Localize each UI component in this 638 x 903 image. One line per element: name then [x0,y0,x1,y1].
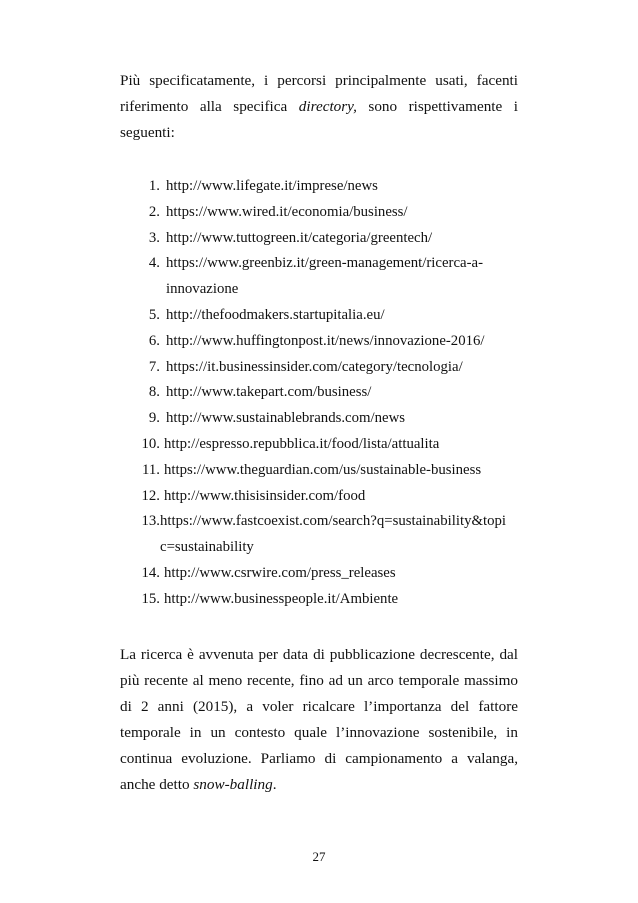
intro-emphasis: directory, [298,98,357,115]
intro-paragraph [120,68,518,146]
source-number: 2. [148,203,160,220]
source-number: 6. [148,332,160,349]
source-list-item [120,251,520,303]
source-number: 5. [148,306,160,323]
source-url: https://www.greenbiz.it/green-management/ricerca-a- innovazione [166,255,484,298]
source-url: http://www.tuttogreen.it/categoria/greentech/ [166,229,433,246]
source-url: http://www.sustainablebrands.com/news [166,410,406,427]
page-number: 27 [312,849,326,864]
outro-emphasis: snow-balling [193,776,273,793]
source-number: 10. [141,435,160,452]
source-number: 8. [148,384,160,401]
source-list-item [120,509,520,561]
source-number: 1. [148,178,160,194]
intro-text-after: sono rispettivamente i seguenti: [120,98,518,141]
source-url: http://www.businesspeople.it/Ambiente [164,590,399,607]
outro-text-before: La ricerca è avvenuta per data di pubblicazione decrescente, dal più recente al meno recente, fino ad un arco temporale massimo di 2 anni (2015), a voler ricalcare l’importanza del fattore temporale in un contesto quale l’innovazione sostenibile, in continua evoluzione. Parliamo di campionamento a valanga, anche detto [120,646,518,793]
source-list-item [120,226,520,252]
source-list-item [120,329,520,355]
source-url: http://thefoodmakers.startupitalia.eu/ [166,306,385,323]
source-url: https://it.businessinsider.com/category/tecnologia/ [166,358,463,375]
source-list-item [120,355,520,381]
source-url: http://www.lifegate.it/imprese/news [166,178,378,194]
source-list-item [120,380,520,406]
source-list [120,174,520,613]
source-url: http://www.huffingtonpost.it/news/innovazione-2016/ [166,332,485,349]
source-list-item [120,406,520,432]
source-number: 7. [148,358,160,375]
source-list-item [120,458,520,484]
source-url: http://www.thisisinsider.com/food [164,487,366,504]
source-list-item [120,484,520,510]
source-list-item [120,432,520,458]
source-url: https://www.wired.it/economia/business/ [166,203,408,220]
source-number: 14. [141,564,160,581]
source-list-item [120,174,520,200]
source-url: https://www.fastcoexist.com/search?q=sustainability&topi c=sustainability [160,513,507,556]
source-number: 4. [148,255,160,272]
source-list-item [120,303,520,329]
source-number: 11. [142,461,160,478]
source-number: 3. [148,229,160,246]
outro-paragraph [120,642,518,798]
source-url: https://www.theguardian.com/us/sustainable-business [164,461,482,478]
source-url: http://espresso.repubblica.it/food/lista/attualita [164,435,440,452]
outro-text-after: . [272,776,277,793]
source-list-item [120,200,520,226]
source-number: 12. [141,487,160,504]
source-url: http://www.takepart.com/business/ [166,384,372,401]
source-number: 13. [141,513,160,530]
source-number: 15. [141,590,160,607]
source-list-item [120,561,520,587]
intro-text-before: Più specificatamente, i percorsi principalmente usati, facenti riferimento alla specifica [120,72,518,115]
source-url: http://www.csrwire.com/press_releases [164,564,396,581]
source-number: 9. [148,410,160,427]
source-list-item [120,587,520,613]
